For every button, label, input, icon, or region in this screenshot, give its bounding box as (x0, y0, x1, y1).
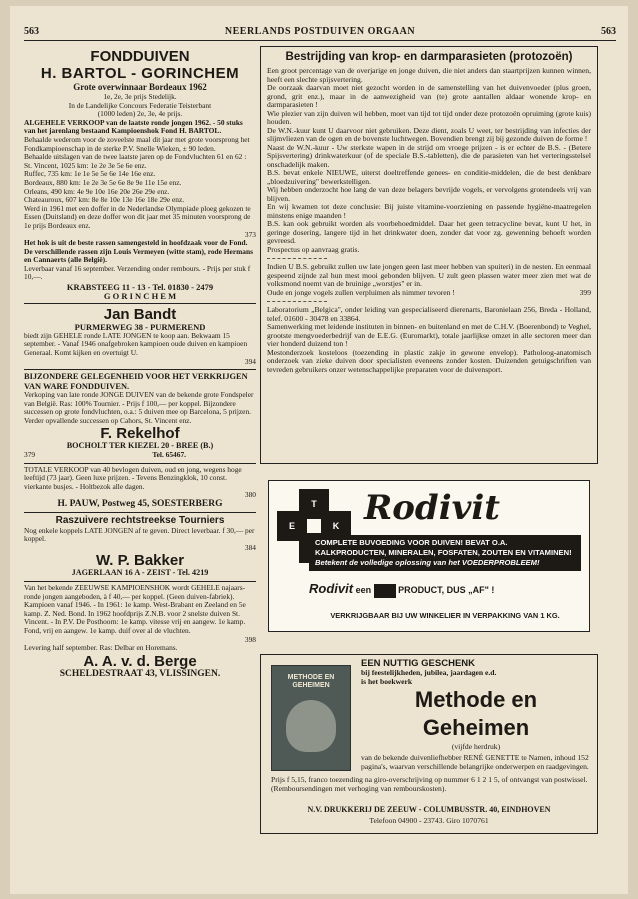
bartol-body2: Behaalde wederom voor de zoveelste maal dit jaar met grote voorsprong het Fondkampioenschap in de sterke P.V. Snelle Wieken, ± 90 leden. (24, 134, 250, 153)
rekelhof-address: BOCHOLT TER KIEZEL 20 - BREE (B.) (66, 441, 214, 451)
article-para5: Samenwerking met leidende instituten in binnen- en buitenland en met de C.H.V. (Boerenbond) te Veghel, grootste mengvoederbedrijf van de E.E.G. (Euromarkt), totale jaarlijkse omzet in alle sectoren meer dan vier honderd duizend ton ! (267, 322, 591, 348)
bartol-result-0: St. Vincent, 1025 km: 1e 2e 3e 5e 6e enz. (24, 160, 147, 170)
article-para2: Indien U B.S. gebruikt zullen uw late jongen geen last meer hebben van spuiteri) in de nesten. En eenmaal gespeend zijnde zal hun mest mooi gebonden blijven. U zult geen plassen water meer zien met wat de volksmond noemt van de bruinige „worstjes" er in. (267, 262, 591, 288)
bandt-body: biedt zijn GEHELE ronde LATE JONGEN te koop aan. Bekwaam 15 september. - Vanaf 1946 onafgebroken kampioen oude duiven en kampioen Generaal. Komt kijken en overtuigt U. (24, 330, 248, 358)
book-title: Methode en Geheimen (414, 687, 538, 740)
book-body1: van de bekende duivenliefhebber RENÉ GENETTE te Namen, inhoud 152 pagina's, waarvan verschillende belangrijke onderwerpen en raadgevingen. (361, 753, 589, 771)
bakker-head: Raszuivere rechtstreekse Tourniers (55, 514, 225, 526)
article-para3: Oude en jonge vogels zullen verpluimen als nimmer tevoren ! (267, 287, 455, 297)
article-para-1: De oorzaak daarvan moet niet gezocht worden in de samenstelling van het duivenvoeder (plus groen, grond, grit enz.), maar in de aanwezigheid van (te) grote aantallen aldaar wonende krop- en darmparasieten ! (267, 83, 591, 109)
tek-footer: VERKRIJGBAAR BIJ UW WINKELIER IN VERPAKKING VAN 1 KG. (330, 611, 560, 620)
page-number-right: 563 (601, 26, 616, 37)
bartol-body6: Leverbaar vanaf 16 september. Verzending onder rembours. - Prijs per stuk f 10,—. (24, 263, 251, 282)
bartol-ref: 373 (244, 229, 256, 239)
bandt-ref: 394 (244, 356, 256, 366)
ad-bandt (24, 304, 256, 370)
bartol-body3: Behaalde uitslagen van de twee laatste jaren op de Fondvluchten 61 en 62 : (24, 152, 247, 162)
bartol-body4: Werd in 1961 met een doffer in de Nederlandse Olympiade ploeg gekozen te Essen (Duitsland) en deze doffer won dit jaar met 35 minuten voorsprong de 1e prijs Bordeaux enz. (24, 203, 251, 230)
page-header (24, 26, 616, 41)
berge-address: SCHELDESTRAAT 43, VLISSINGEN. (59, 668, 221, 679)
pauw-ref: 380 (244, 490, 256, 500)
right-column (260, 46, 598, 834)
tek-slogan-a: Rodivit (309, 581, 354, 596)
book-l1: bij feestelijkheden, jubilea, jaardagen e.d. (361, 668, 497, 677)
bakker-body: Nog enkele koppels LATE JONGEN af te geven. Direct leverbaar. f 30,— per koppel. (24, 525, 255, 544)
ad-tek-rodivit (268, 480, 590, 632)
tek-small-logo (374, 584, 396, 598)
bartol-line3: (1000 leden) 2e, 3e, 4e prijs. (97, 109, 183, 119)
berge-line: Levering half september. Ras: Delbar en Horemans. (24, 643, 178, 653)
bartol-line2: In de Landelijke Concours Federatie Teisterbant (68, 100, 212, 110)
bartol-address: KRABSTEEG 11 - 13 - Tel. 01830 - 2479 (66, 282, 214, 293)
book-head: EEN NUTTIG GESCHENK (361, 658, 476, 669)
book-l2: is het boekwerk (361, 677, 413, 686)
tek-text1: COMPLETE BUVOEDING VOOR DUIVEN! BEVAT O.A. KALKPRODUCTEN, MINERALEN, FOSFATEN, ZOUTEN EN VITAMINEN! (315, 538, 572, 557)
book-edition: (vijfde herdruk) (451, 742, 501, 751)
bakker-name: W. P. Bakker (95, 552, 185, 570)
article-para-8: B.S. kan ook gebruikt worden als voorbehoedmiddel. Daar het geen tetracycline bevat, kunt U het, in geringe dosering, langere tijd in het drinkwater doen, zonder dat voor zg. gewenning behoeft worden gevreesd. (267, 219, 591, 245)
article-divider (267, 258, 327, 259)
article-para-0: Een groot percentage van de overjarige en jonge duiven, die niet anders dan staartprijzen kunnen winnen, heeft een slechte spijsvertering. (267, 66, 591, 84)
article-para-2: Wie plezier van zijn duiven wil hebben, moet van tijd tot tijd onder deze protozoën opruiming (grote kuis) houden. (267, 108, 591, 126)
bartol-result-3: Orleans, 490 km: 4e 9e 10e 16e 20e 26e 29e enz. (24, 186, 170, 196)
article-para4: Laboratorium „Belgica", onder leiding van gespecialiseerd dierenarts, Baronielaan 256, Breda - Holland, telef. 01600 - 30478 en 33864. (267, 305, 591, 323)
bartol-result-1: Ruffec, 735 km: 1e 1e 5e 5e 6e 14e 16e enz. (24, 169, 156, 179)
book-body2: Prijs f 5,15, franco toezending na giro-overschrijving op nummer 6 1 2 1 5, of ontvangst van postwissel. (Remboursendingen met verhoging van rembourskosten). (271, 775, 588, 793)
article-para-9: Prospectus op aanvraag gratis. (267, 244, 360, 254)
bartol-result-4: Chateauroux, 607 km: 8e 8e 10e 13e 16e 18e 29e enz. (24, 195, 185, 205)
bartol-heading: FONDDUIVEN (90, 48, 190, 65)
book-cover-title: METHODE EN GEHEIMEN (287, 674, 335, 689)
article-para6: Mestonderzoek kosteloos (toezending in plastic zakje in gewone envelop). Patholoog-anatomisch onderzoek van zieke duiven door specialisten eveneens zonder kosten. Duizenden getuigschriften van tevreden gebruikers onzer wetenschappelijke preparaten voor de duivensport. (267, 347, 591, 374)
bakker-ref: 384 (244, 542, 256, 552)
berge-ref: 398 (244, 634, 256, 644)
bartol-body5: Het hok is uit de beste rassen samengesteld in hoofdzaak voor de Fond. De verschillende rassen zijn Louis Vermeyen (witte stam), rode Hermans en Cannaerts (alle België). (24, 238, 253, 265)
berge-body: Van het bekende ZEEUWSE KAMPIOENSHOK wordt GEHELE najaars-ronde jongen aangeboden, à f 40,— per koppel. (Geen duiven-fabriek). Kampioen vanaf 1946. - In 1961: 1e kamp. West-Brabant en Zeeland en 5e kamp. Z. Ned. Bond. In 1962 hoofdprijs Z.N.B. voor 2 snelste duiven St. Vincent. - In P.V. De Posthoorn: 1e kamp. vitesse vrij en aangew. 1e kamp. Fond, vrij en aangew. 1e kamp. duif over al de vluchten. (24, 582, 246, 635)
tek-logo-e: E (277, 511, 307, 541)
page-number-left: 563 (24, 26, 39, 37)
article-title: Bestrijding van krop- en darmparasieten (protozoën) (285, 51, 573, 63)
ad-book (260, 654, 598, 834)
book-cover-image (271, 665, 351, 771)
tek-text-block (309, 535, 581, 571)
pauw-body: TOTALE VERKOOP van 40 bevlogen duiven, oud en jong, wegens hoge leeftijd (73 jaar). Geen luxe prijzen. - Tevens Benzingklok, 10 const. vierkante busjes. - Holtbezok alle dagen. (24, 464, 242, 491)
article-para-5: B.S. bevat enkele NIEUWE, uiterst doeltreffende genees- en conditie-middelen, die de best denkbare „bloedzuivering" bewerkstelligen. (267, 168, 591, 186)
tek-text2: Betekent de volledige oplossing van het VOEDERPROBLEEM! (315, 558, 540, 567)
bartol-result-2: Bordeaux, 880 km: 1e 2e 3e 5e 6e 8e 9e 11e 15e enz. (24, 177, 182, 187)
ad-bartol (24, 46, 256, 304)
rekelhof-head: BIJZONDERE GELEGENHEID VOOR HET VERKRIJGEN VAN WARE FONDDUIVEN. (24, 372, 248, 391)
bartol-name: H. BARTOL - GORINCHEM (40, 65, 240, 82)
ad-pauw (24, 464, 256, 513)
ad-bakker (24, 513, 256, 582)
article-divider-2 (267, 301, 327, 302)
tek-slogan (309, 581, 494, 598)
bartol-sub: Grote overwinnaar Bordeaux 1962 (73, 82, 207, 92)
article-para-4: Naast de W.N.-kuur - Uw sterkste wapen in de strijd om vroege prijzen - is er echter de B.S. - (Betere Spijsvertering) drinkwaterkuur (of de speciale B.S.-tabletten), die de parasieten van het verteringsstelsel onschadelijk maken. (267, 142, 591, 169)
rekelhof-name: F. Rekelhof (100, 425, 180, 443)
rekelhof-tel: Tel. 65467. (152, 450, 186, 459)
tek-logo-k: K (321, 511, 351, 541)
article-para-6: Wij hebben onderzocht hoe lang de van deze belagers bevrijde vogels, er vervolgens grotendeels vrij van blijven. (267, 185, 591, 203)
bandt-name: Jan Bandt (103, 306, 177, 324)
tek-brand: Rodivit (364, 488, 500, 528)
bartol-body1: ALGEHELE VERKOOP van de laatste ronde jongen 1962. - 50 stuks van het jarenlang bestaand Kampioenshok Fond H. BARTOL. (24, 117, 243, 136)
article-para-3: De W.N.-kuur kunt U daarvoor niet gebruiken. Deze dient, zoals U weet, ter bestrijding van infecties der slijmvliezen van de ogen en de bovenste luchtwegen. Bovendien brengt zij bij gezonde duiven de forme ! (267, 125, 591, 143)
publication-title: NEERLANDS POSTDUIVEN ORGAAN (224, 26, 416, 37)
bakker-address: JAGERLAAN 16 A - ZEIST - Tel. 4219 (71, 568, 209, 578)
article-para-7: En wij kwamen tot deze conclusie: Bij juiste vitamine-voorziening en passende hygiëne-maatregelen minstens enige maanden ! (267, 202, 591, 220)
article-ref: 399 (579, 287, 591, 297)
book-footer: N.V. DRUKKERIJ DE ZEEUW - COLUMBUSSTR. 40, EINDHOVEN (307, 805, 551, 814)
tek-logo-t: T (299, 489, 329, 519)
newspaper-page (10, 6, 628, 894)
bandt-address: PURMERWEG 38 - PURMEREND (74, 322, 206, 333)
ad-berge (24, 582, 256, 680)
book-tel: Telefoon 04900 - 23743. Giro 1070761 (369, 816, 489, 825)
left-column (24, 46, 256, 680)
tek-slogan-c: PRODUCT, DUS „AF" ! (398, 585, 495, 595)
article-box (260, 46, 598, 464)
bartol-line1: 1e, 2e, 3e prijs Stedelijk. (103, 92, 177, 101)
rekelhof-ref: 379 (24, 450, 36, 459)
bartol-city: G O R I N C H E M (103, 290, 177, 301)
book-cover-pigeon-icon (286, 700, 336, 752)
tek-slogan-b: een (355, 585, 372, 595)
ad-rekelhof (24, 370, 256, 463)
rekelhof-body: Verkoping van late ronde JONGE DUIVEN van de bekende grote Fondspeler van België. Ras: 100% Tournier. - Prijs f 100,— per koppel. Bijzondere successen op grote fondvluchten, o.a.: 5 duiven mee op Barcelona, 5 prijzen. Verder opvallende successen op Cahors, St. Vincent enz. (24, 390, 254, 425)
pauw-name: H. PAUW, Postweg 45, SOESTERBERG (57, 498, 223, 509)
book-text (361, 659, 591, 771)
berge-name: A. A. v. d. Berge (83, 652, 197, 670)
